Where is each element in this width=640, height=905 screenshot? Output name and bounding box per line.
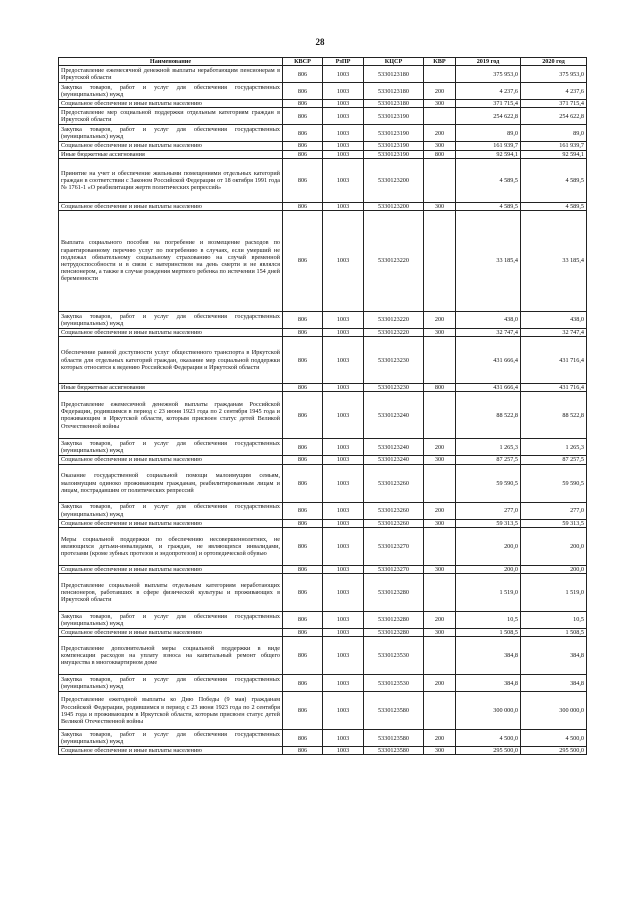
cell-name: Социальное обеспечение и иные выплаты населению	[59, 202, 283, 210]
cell-kvsr: 806	[283, 125, 323, 142]
table-row	[59, 142, 587, 150]
table-row	[59, 392, 587, 439]
cell-kcsr: 5330123180	[364, 66, 424, 83]
cell-2020: 32 747,4	[521, 329, 587, 337]
cell-rzpr: 1003	[323, 747, 364, 755]
cell-kvsr: 806	[283, 629, 323, 637]
cell-kvsr: 806	[283, 747, 323, 755]
cell-name: Предоставление дополнительной меры социальной поддержки в виде компенсации расходов на уплату взноса на капитальный ремонт общего имущества в многоквартирном доме	[59, 637, 283, 675]
cell-2019: 59 313,5	[456, 519, 521, 527]
cell-2019: 161 939,7	[456, 142, 521, 150]
cell-kvsr: 806	[283, 439, 323, 456]
cell-kcsr: 5330123200	[364, 158, 424, 202]
cell-kcsr: 5330123280	[364, 574, 424, 612]
cell-rzpr: 1003	[323, 675, 364, 692]
cell-rzpr: 1003	[323, 502, 364, 519]
cell-rzpr: 1003	[323, 312, 364, 329]
cell-kvr	[424, 637, 456, 675]
cell-kcsr: 5330123270	[364, 527, 424, 565]
cell-kcsr: 5330123580	[364, 692, 424, 730]
table-row	[59, 158, 587, 202]
cell-kcsr: 5330123190	[364, 108, 424, 125]
cell-kvr: 200	[424, 439, 456, 456]
cell-rzpr: 1003	[323, 337, 364, 384]
cell-kcsr: 5330123270	[364, 565, 424, 573]
cell-kcsr: 5330123180	[364, 83, 424, 100]
cell-kvsr: 806	[283, 502, 323, 519]
header-2020: 2020 год	[521, 58, 587, 66]
cell-name: Оказание государственной социальной помощи малоимущим семьям, малоимущим одиноко проживающим гражданам, реабилитированным лицам и лицам, пострадавшим от политических репрессий	[59, 464, 283, 502]
cell-name: Предоставление ежегодной выплаты ко Дню Победы (9 мая) гражданам Российской Федерации, родившимся в период с 23 июня 1923 года по 2 сентября 1945 года и проживающим в Иркутской области, которым присвоен статус детей Великой Отечественной войны	[59, 692, 283, 730]
cell-kvr: 300	[424, 456, 456, 464]
cell-kvr	[424, 392, 456, 439]
cell-name: Социальное обеспечение и иные выплаты населению	[59, 329, 283, 337]
cell-2019: 88 522,8	[456, 392, 521, 439]
table-row	[59, 211, 587, 312]
cell-2020: 431 716,4	[521, 337, 587, 384]
cell-kvr: 200	[424, 502, 456, 519]
cell-name: Обеспечение равной доступности услуг общественного транспорта в Иркутской области для отдельных категорий граждан, оказание мер социальной поддержки которых относится к ведению Российской Федерации и Иркутской области	[59, 337, 283, 384]
cell-kcsr: 5330123220	[364, 312, 424, 329]
cell-rzpr: 1003	[323, 574, 364, 612]
cell-kvr: 200	[424, 612, 456, 629]
cell-kcsr: 5330123260	[364, 464, 424, 502]
table-row	[59, 202, 587, 210]
cell-kcsr: 5330123230	[364, 384, 424, 392]
cell-kvsr: 806	[283, 66, 323, 83]
cell-2020: 277,0	[521, 502, 587, 519]
cell-kcsr: 5330123180	[364, 100, 424, 108]
cell-2020: 254 622,8	[521, 108, 587, 125]
cell-2019: 92 594,1	[456, 150, 521, 158]
header-kvsr: КВСР	[283, 58, 323, 66]
cell-kvsr: 806	[283, 100, 323, 108]
cell-rzpr: 1003	[323, 211, 364, 312]
cell-2020: 295 500,0	[521, 747, 587, 755]
table-row	[59, 527, 587, 565]
table-row	[59, 565, 587, 573]
cell-kcsr: 5330123240	[364, 456, 424, 464]
cell-2020: 161 939,7	[521, 142, 587, 150]
table-header-row	[59, 58, 587, 66]
cell-kvsr: 806	[283, 108, 323, 125]
header-2019: 2019 год	[456, 58, 521, 66]
cell-name: Закупка товаров, работ и услуг для обеспечения государственных (муниципальных) нужд	[59, 730, 283, 747]
cell-rzpr: 1003	[323, 629, 364, 637]
cell-kcsr: 5330123260	[364, 519, 424, 527]
cell-kvsr: 806	[283, 612, 323, 629]
cell-rzpr: 1003	[323, 202, 364, 210]
cell-2020: 1 508,5	[521, 629, 587, 637]
cell-kcsr: 5330123190	[364, 125, 424, 142]
cell-rzpr: 1003	[323, 612, 364, 629]
cell-kvsr: 806	[283, 675, 323, 692]
cell-kvsr: 806	[283, 519, 323, 527]
cell-kvsr: 806	[283, 142, 323, 150]
cell-2020: 92 594,1	[521, 150, 587, 158]
cell-name: Социальное обеспечение и иные выплаты населению	[59, 519, 283, 527]
header-rzpr: РзПР	[323, 58, 364, 66]
table-row	[59, 150, 587, 158]
cell-name: Закупка товаров, работ и услуг для обеспечения государственных (муниципальных) нужд	[59, 312, 283, 329]
cell-2020: 89,0	[521, 125, 587, 142]
header-name: Наименование	[59, 58, 283, 66]
cell-kvr: 300	[424, 100, 456, 108]
cell-kvr: 200	[424, 83, 456, 100]
cell-kvsr: 806	[283, 392, 323, 439]
cell-kvr: 300	[424, 629, 456, 637]
cell-2019: 87 257,5	[456, 456, 521, 464]
cell-rzpr: 1003	[323, 384, 364, 392]
cell-kvsr: 806	[283, 150, 323, 158]
table-row	[59, 312, 587, 329]
cell-2020: 33 185,4	[521, 211, 587, 312]
cell-2020: 1 519,0	[521, 574, 587, 612]
table-row	[59, 125, 587, 142]
cell-2019: 32 747,4	[456, 329, 521, 337]
cell-kvsr: 806	[283, 565, 323, 573]
cell-2020: 59 590,5	[521, 464, 587, 502]
cell-kvr: 300	[424, 747, 456, 755]
table-row	[59, 574, 587, 612]
cell-name: Закупка товаров, работ и услуг для обеспечения государственных (муниципальных) нужд	[59, 502, 283, 519]
cell-2019: 89,0	[456, 125, 521, 142]
cell-kcsr: 5330123530	[364, 637, 424, 675]
cell-kvr: 300	[424, 202, 456, 210]
table-row	[59, 612, 587, 629]
cell-name: Предоставление социальной выплаты отдельным категориям неработающих пенсионеров, работавших в сфере физической культуры и проживающих в Иркутской области	[59, 574, 283, 612]
cell-2019: 1 519,0	[456, 574, 521, 612]
cell-rzpr: 1003	[323, 519, 364, 527]
cell-kvr: 300	[424, 565, 456, 573]
cell-name: Иные бюджетные ассигнования	[59, 384, 283, 392]
cell-kvr	[424, 527, 456, 565]
cell-rzpr: 1003	[323, 456, 364, 464]
cell-2020: 59 313,5	[521, 519, 587, 527]
cell-kvr	[424, 158, 456, 202]
cell-2019: 200,0	[456, 565, 521, 573]
table-row	[59, 637, 587, 675]
cell-2019: 254 622,8	[456, 108, 521, 125]
table-body	[59, 66, 587, 755]
cell-kvr	[424, 464, 456, 502]
cell-name: Закупка товаров, работ и услуг для обеспечения государственных (муниципальных) нужд	[59, 612, 283, 629]
cell-kcsr: 5330123280	[364, 612, 424, 629]
cell-2020: 1 265,3	[521, 439, 587, 456]
cell-2019: 1 508,5	[456, 629, 521, 637]
cell-name: Иные бюджетные ассигнования	[59, 150, 283, 158]
cell-rzpr: 1003	[323, 730, 364, 747]
cell-kvsr: 806	[283, 384, 323, 392]
cell-kcsr: 5330123580	[364, 730, 424, 747]
cell-kvsr: 806	[283, 211, 323, 312]
table-row	[59, 629, 587, 637]
cell-2020: 88 522,8	[521, 392, 587, 439]
cell-2019: 4 589,5	[456, 158, 521, 202]
cell-2019: 431 666,4	[456, 384, 521, 392]
cell-kvsr: 806	[283, 637, 323, 675]
cell-kvsr: 806	[283, 312, 323, 329]
cell-2019: 33 185,4	[456, 211, 521, 312]
cell-kcsr: 5330123220	[364, 329, 424, 337]
cell-rzpr: 1003	[323, 392, 364, 439]
header-kcsr: КЦСР	[364, 58, 424, 66]
cell-name: Социальное обеспечение и иные выплаты населению	[59, 629, 283, 637]
cell-2019: 384,8	[456, 675, 521, 692]
cell-2020: 4 237,6	[521, 83, 587, 100]
cell-rzpr: 1003	[323, 158, 364, 202]
cell-kvr: 200	[424, 312, 456, 329]
cell-kvr	[424, 108, 456, 125]
cell-kcsr: 5330123240	[364, 392, 424, 439]
cell-2019: 4 237,6	[456, 83, 521, 100]
cell-kcsr: 5330123220	[364, 211, 424, 312]
cell-kvr: 800	[424, 384, 456, 392]
cell-2019: 438,0	[456, 312, 521, 329]
budget-table	[58, 57, 587, 755]
cell-rzpr: 1003	[323, 637, 364, 675]
cell-kvr: 200	[424, 125, 456, 142]
cell-kvr	[424, 574, 456, 612]
cell-2019: 277,0	[456, 502, 521, 519]
cell-rzpr: 1003	[323, 464, 364, 502]
cell-2019: 10,5	[456, 612, 521, 629]
cell-2019: 431 666,4	[456, 337, 521, 384]
table-row	[59, 337, 587, 384]
cell-kcsr: 5330123190	[364, 142, 424, 150]
table-row	[59, 519, 587, 527]
table-row	[59, 83, 587, 100]
cell-rzpr: 1003	[323, 142, 364, 150]
cell-2019: 200,0	[456, 527, 521, 565]
cell-name: Закупка товаров, работ и услуг для обеспечения государственных (муниципальных) нужд	[59, 675, 283, 692]
cell-name: Выплата социального пособия на погребение и возмещение расходов по гарантированному перечню услуг по погребению в случаях, если умерший не подлежал обязательному социальному страхованию на случай временной нетрудоспособности и в связи с материнством на день смерти и не являлся пенсионером, а также в случае рождения мертвого ребенка по истечении 154 дней беременности	[59, 211, 283, 312]
cell-rzpr: 1003	[323, 100, 364, 108]
cell-2019: 375 953,0	[456, 66, 521, 83]
cell-name: Социальное обеспечение и иные выплаты населению	[59, 456, 283, 464]
cell-rzpr: 1003	[323, 439, 364, 456]
table-row	[59, 464, 587, 502]
cell-rzpr: 1003	[323, 565, 364, 573]
cell-2020: 4 589,5	[521, 202, 587, 210]
cell-name: Принятие на учет и обеспечение жильными помещениями отдельных категорий граждан в соответствии с Законом Российской Федерации от 18 октября 1991 года № 1761-1 «О реабилитации жертв политических репрессий»	[59, 158, 283, 202]
table-row	[59, 108, 587, 125]
table-row	[59, 502, 587, 519]
header-kvr: КВР	[424, 58, 456, 66]
cell-2019: 4 500,0	[456, 730, 521, 747]
cell-2020: 300 000,0	[521, 692, 587, 730]
cell-name: Социальное обеспечение и иные выплаты населению	[59, 100, 283, 108]
cell-2020: 384,8	[521, 637, 587, 675]
cell-kvsr: 806	[283, 202, 323, 210]
cell-rzpr: 1003	[323, 150, 364, 158]
cell-kvr: 200	[424, 675, 456, 692]
cell-kvr: 300	[424, 519, 456, 527]
cell-name: Закупка товаров, работ и услуг для обеспечения государственных (муниципальных) нужд	[59, 439, 283, 456]
table-row	[59, 329, 587, 337]
cell-2019: 384,8	[456, 637, 521, 675]
cell-kvsr: 806	[283, 730, 323, 747]
cell-name: Предоставление мер социальной поддержки отдельным категориям граждан в Иркутской области	[59, 108, 283, 125]
cell-kvr: 800	[424, 150, 456, 158]
cell-kvr	[424, 211, 456, 312]
cell-kvsr: 806	[283, 158, 323, 202]
cell-2020: 371 715,4	[521, 100, 587, 108]
cell-rzpr: 1003	[323, 527, 364, 565]
cell-kvsr: 806	[283, 464, 323, 502]
cell-2020: 4 500,0	[521, 730, 587, 747]
cell-kvr	[424, 66, 456, 83]
cell-kcsr: 5330123230	[364, 337, 424, 384]
cell-name: Закупка товаров, работ и услуг для обеспечения государственных (муниципальных) нужд	[59, 125, 283, 142]
cell-kvr	[424, 692, 456, 730]
cell-kvr: 200	[424, 730, 456, 747]
cell-name: Социальное обеспечение и иные выплаты населению	[59, 747, 283, 755]
cell-kvsr: 806	[283, 337, 323, 384]
cell-kcsr: 5330123240	[364, 439, 424, 456]
table-row	[59, 747, 587, 755]
cell-2019: 59 590,5	[456, 464, 521, 502]
cell-2019: 371 715,4	[456, 100, 521, 108]
table-row	[59, 692, 587, 730]
cell-2019: 300 000,0	[456, 692, 521, 730]
table-row	[59, 439, 587, 456]
table-row	[59, 730, 587, 747]
table-row	[59, 66, 587, 83]
table-row	[59, 100, 587, 108]
cell-2020: 87 257,5	[521, 456, 587, 464]
cell-2020: 200,0	[521, 565, 587, 573]
cell-2020: 4 589,5	[521, 158, 587, 202]
cell-rzpr: 1003	[323, 66, 364, 83]
cell-name: Социальное обеспечение и иные выплаты населению	[59, 142, 283, 150]
cell-2020: 10,5	[521, 612, 587, 629]
cell-name: Предоставление ежемесячной денежной выплаты неработающим пенсионерам в Иркутской области	[59, 66, 283, 83]
cell-rzpr: 1003	[323, 692, 364, 730]
cell-kvsr: 806	[283, 329, 323, 337]
cell-2019: 1 265,3	[456, 439, 521, 456]
cell-rzpr: 1003	[323, 125, 364, 142]
page-number: 28	[315, 37, 325, 47]
cell-kvsr: 806	[283, 574, 323, 612]
cell-rzpr: 1003	[323, 83, 364, 100]
cell-kvr: 300	[424, 329, 456, 337]
cell-2020: 200,0	[521, 527, 587, 565]
cell-name: Социальное обеспечение и иные выплаты населению	[59, 565, 283, 573]
cell-2020: 438,0	[521, 312, 587, 329]
cell-2019: 295 500,0	[456, 747, 521, 755]
cell-2020: 431 716,4	[521, 384, 587, 392]
cell-name: Закупка товаров, работ и услуг для обеспечения государственных (муниципальных) нужд	[59, 83, 283, 100]
table-row	[59, 456, 587, 464]
cell-kcsr: 5330123190	[364, 150, 424, 158]
table-row	[59, 384, 587, 392]
cell-kvr: 300	[424, 142, 456, 150]
cell-kcsr: 5330123260	[364, 502, 424, 519]
cell-kcsr: 5330123280	[364, 629, 424, 637]
cell-kcsr: 5330123200	[364, 202, 424, 210]
cell-rzpr: 1003	[323, 329, 364, 337]
table-row	[59, 675, 587, 692]
cell-kcsr: 5330123530	[364, 675, 424, 692]
cell-2020: 384,8	[521, 675, 587, 692]
cell-name: Предоставление ежемесячной денежной выплаты гражданам Российской Федерации, родившимся в период с 23 июня 1923 года по 2 сентября 1945 года и проживающим в Иркутской области, которым присвоен статус детей Великой Отечественной войны	[59, 392, 283, 439]
cell-kvsr: 806	[283, 527, 323, 565]
cell-2020: 375 953,0	[521, 66, 587, 83]
cell-kvsr: 806	[283, 83, 323, 100]
cell-2019: 4 589,5	[456, 202, 521, 210]
cell-kcsr: 5330123580	[364, 747, 424, 755]
cell-name: Меры социальной поддержки по обеспечению несовершеннолетних, не являющихся детьми-инвалидами, и граждан, не являющихся инвалидами, протезами (кроме зубных протезов и эндопротезов) и ортопедической обувью	[59, 527, 283, 565]
cell-kvsr: 806	[283, 692, 323, 730]
cell-kvr	[424, 337, 456, 384]
cell-rzpr: 1003	[323, 108, 364, 125]
cell-kvsr: 806	[283, 456, 323, 464]
